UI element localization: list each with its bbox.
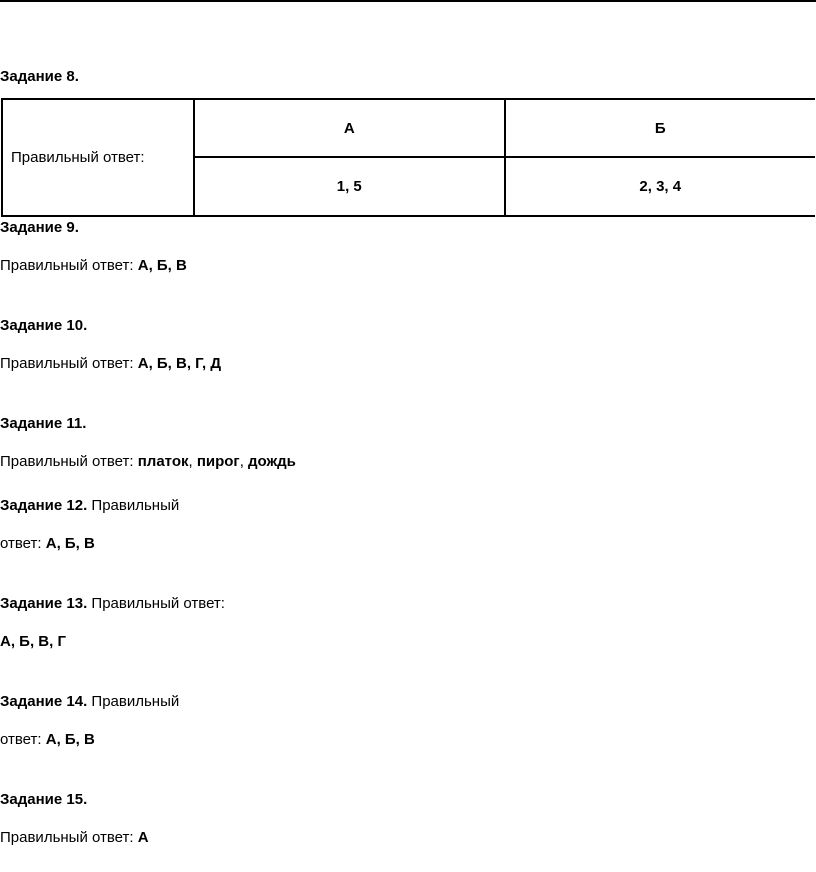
task11-answer-line <box>0 453 296 471</box>
task15-answer-label: Правильный ответ: <box>0 829 138 846</box>
top-rule <box>0 0 816 2</box>
task8-title: Задание 8. <box>0 68 79 85</box>
task15-answer: А <box>137 829 149 846</box>
task15-title: Задание 15. <box>0 791 88 808</box>
task14-answer: А, Б, В <box>45 731 95 748</box>
task10-title: Задание 10. <box>0 317 88 334</box>
task9-answer-line <box>0 257 187 275</box>
task13-line1-rest: Правильный ответ: <box>87 595 225 612</box>
task11-answer-label: Правильный ответ: <box>0 453 138 470</box>
table-header-b: Б <box>505 99 816 157</box>
task13-title: Задание 13. <box>0 595 88 612</box>
task13-answer: А, Б, В, Г <box>0 633 66 650</box>
task11-sep-1: , <box>188 453 197 470</box>
task14-line1-rest: Правильный <box>87 693 180 710</box>
task12-line1 <box>0 497 179 515</box>
task10-answer: А, Б, В, Г, Д <box>137 355 222 372</box>
task14-line2 <box>0 731 95 749</box>
table-header-a: А <box>194 99 505 157</box>
task11-word-3: дождь <box>248 453 296 470</box>
task14-answer-label: ответ: <box>0 731 46 748</box>
task11-sep-2: , <box>239 453 249 470</box>
task11-word-2: пирог <box>196 453 240 470</box>
table-label-cell: Правильный ответ: <box>2 99 194 216</box>
task14-line1 <box>0 693 179 711</box>
task10-answer-label: Правильный ответ: <box>0 355 138 372</box>
task15-answer-line <box>0 829 149 847</box>
table-value-a: 1, 5 <box>194 157 505 216</box>
task12-answer: А, Б, В <box>45 535 95 552</box>
task9-answer-label: Правильный ответ: <box>0 257 138 274</box>
task12-line1-rest: Правильный <box>87 497 180 514</box>
task12-answer-label: ответ: <box>0 535 46 552</box>
task12-title: Задание 12. <box>0 497 88 514</box>
task10-answer-line <box>0 355 221 373</box>
task13-line1 <box>0 595 225 613</box>
table-value-b: 2, 3, 4 <box>505 157 816 216</box>
task8-answer-table <box>1 98 815 217</box>
task9-title: Задание 9. <box>0 219 79 236</box>
task12-line2 <box>0 535 95 553</box>
task14-title: Задание 14. <box>0 693 88 710</box>
task9-answer: А, Б, В <box>137 257 187 274</box>
task11-title: Задание 11. <box>0 415 87 432</box>
task11-word-1: платок <box>137 453 189 470</box>
